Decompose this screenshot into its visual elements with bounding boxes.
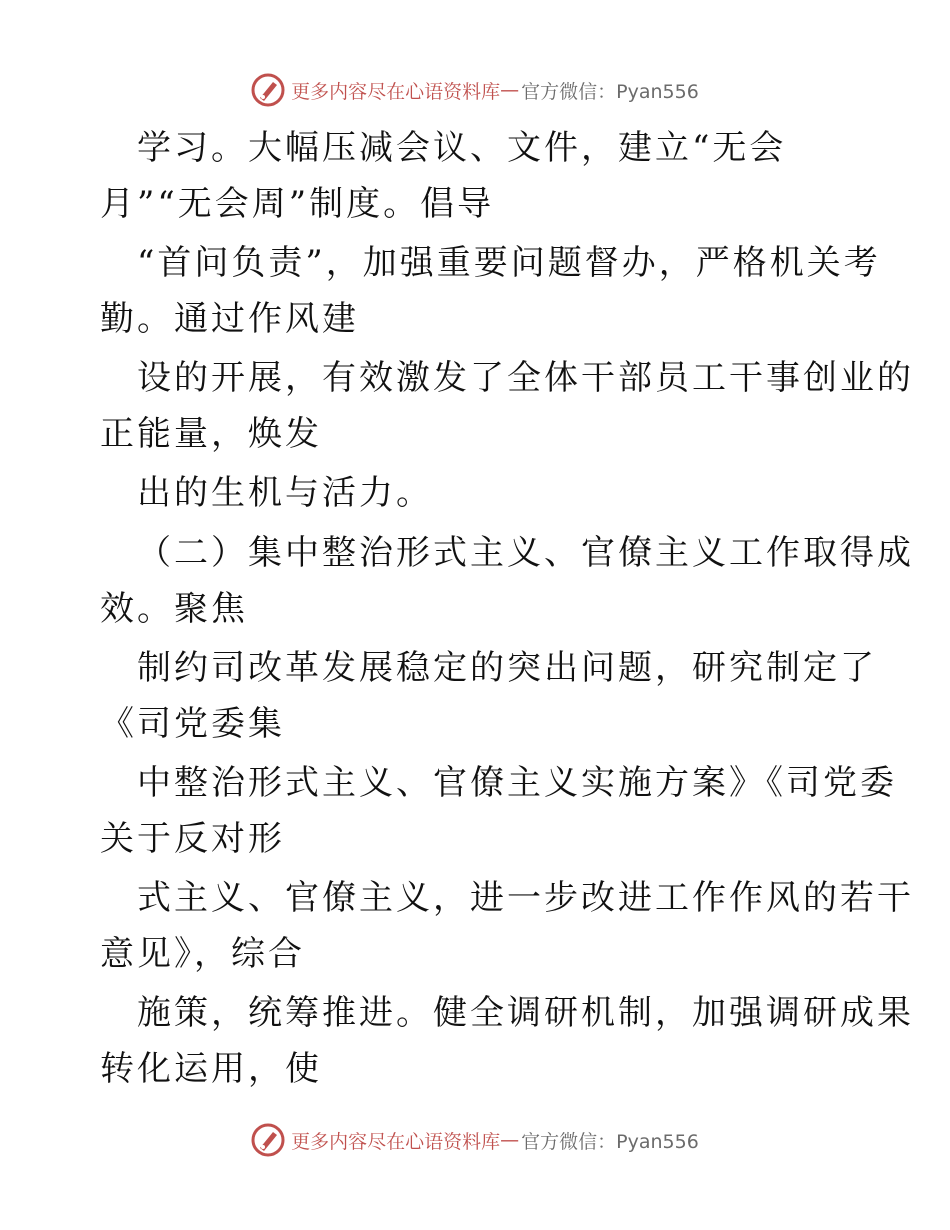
header-wechat-text: 官方微信：Pyan556 — [521, 80, 699, 103]
body-line: 制约司改革发展稳定的突出问题，研究制定了 — [137, 648, 877, 688]
pen-seal-logo-icon — [251, 73, 285, 107]
body-line: 转化运用，使 — [100, 1049, 322, 1089]
footer-site-text: 更多内容尽在心语资料库 — [291, 1130, 501, 1153]
header-banner — [0, 70, 950, 110]
header-dash: — — [500, 79, 520, 101]
header-site-text: 更多内容尽在心语资料库 — [291, 80, 501, 103]
body-line: 正能量，焕发 — [100, 414, 322, 454]
body-line: “首问负责”，加强重要问题督办，严格机关考 — [137, 243, 881, 283]
body-line: 意见》，综合 — [100, 934, 305, 974]
body-line: 出的生机与活力。 — [137, 473, 433, 513]
body-line: 学习。大幅压减会议、文件，建立“无会 — [137, 128, 787, 168]
body-line: 施策，统筹推进。健全调研机制，加强调研成果 — [137, 993, 914, 1033]
body-line: 中整治形式主义、官僚主义实施方案》《司党委 — [137, 763, 897, 803]
body-line: 月”“无会周”制度。倡导 — [100, 184, 495, 224]
body-line: 设的开展，有效激发了全体干部员工干事创业的 — [137, 358, 914, 398]
footer-banner — [0, 1120, 950, 1160]
footer-wechat-text: 官方微信：Pyan556 — [521, 1130, 699, 1153]
body-line: 式主义、官僚主义，进一步改进工作作风的若干 — [137, 878, 914, 918]
pen-seal-logo-icon — [251, 1123, 285, 1157]
body-line: 关于反对形 — [100, 819, 285, 859]
body-line: 勤。通过作风建 — [100, 299, 359, 339]
body-line: 效。聚焦 — [100, 589, 248, 629]
footer-dash: — — [500, 1129, 520, 1151]
body-line: （二）集中整治形式主义、官僚主义工作取得成 — [137, 533, 914, 573]
body-line: 《司党委集 — [100, 704, 285, 744]
